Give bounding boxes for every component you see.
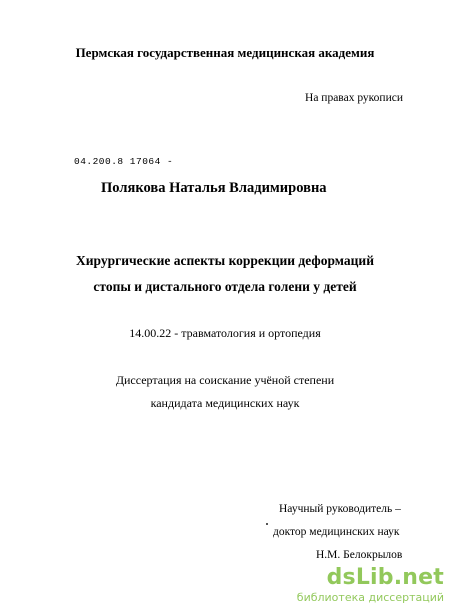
specialty-code: 14.00.22 - травматология и ортопедия [129, 326, 321, 340]
dslib-logo: dsLib.net [326, 565, 444, 590]
dslib-watermark[interactable] [297, 565, 444, 604]
supervisor-role: Научный руководитель – [279, 503, 401, 515]
thesis-title-line-2: стопы и дистального отдела голени у детей [93, 279, 357, 294]
organization-name: Пермская государственная медицинская академия [75, 45, 375, 60]
dissertation-degree-line-1: Диссертация на соискание учёной степени [115, 373, 335, 387]
dissertation-degree-line-2: кандидата медицинских наук [150, 396, 300, 410]
registration-number: 04.200.8 17064 - [74, 156, 174, 167]
supervisor-degree: доктор медицинских наук [273, 526, 400, 538]
rights-note: На правах рукописи [305, 92, 403, 104]
scan-speck [266, 523, 268, 525]
dslib-subtitle: библиотека диссертаций [296, 591, 444, 604]
thesis-title-line-1: Хирургические аспекты коррекции деформаций [76, 253, 374, 268]
supervisor-name: Н.М. Белокрылов [316, 549, 403, 561]
author-name: Полякова Наталья Владимировна [101, 180, 327, 196]
